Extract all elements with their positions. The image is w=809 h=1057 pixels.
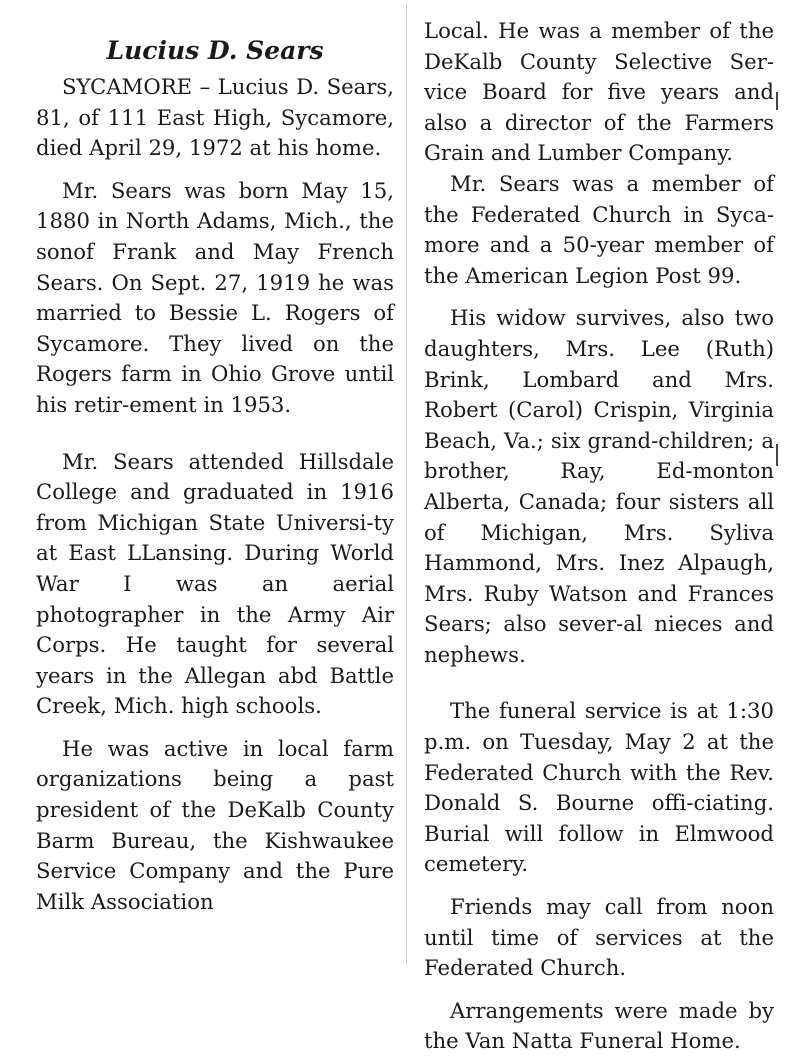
paragraph-survivors: His widow survives, also two daughters, Mrs. Lee (Ruth) Brink, Lombard and Mrs. Robert (Carol) Crispin, Virginia Beach, Va.; six grand-children; a brother, Ray, Ed-monton Alberta, Canada; four sisters all of Michigan, Mrs. Syliva Hammond, Mrs. Inez Alpaugh, Mrs. Ruby Watson and Frances Sears; also sever-al nieces and nephews. <box>424 305 774 667</box>
paragraph-funeral-service: The funeral service is at 1:30 p.m. on Tuesday, May 2 at the Federated Church with the Rev. Donald S. Bourne offi-ciating. Burial will follow in Elmwood cemetery. <box>424 698 774 877</box>
paragraph-education: Mr. Sears attended Hillsdale College and graduated in 1916 from Michigan State Universi-ty at East LLansing. During World War I was an aerial photographer in the Army Air Corps. He taught for several years in the Allegan abd Battle Creek, Mich. high schools. <box>36 448 394 719</box>
paragraph-activities-continued: Local. He was a member of the DeKalb County Selective Ser-vice Board for five years and also a director of the Farmers Grain and Lumber Company. <box>424 18 774 166</box>
left-column <box>36 34 394 917</box>
paragraph-death-notice: SYCAMORE – Lucius D. Sears, 81, of 111 East High, Sycamore, died April 29, 1972 at his home. <box>36 74 394 161</box>
right-column <box>424 16 774 1057</box>
obituary-headline: Lucius D. Sears <box>106 36 324 65</box>
paragraph-biography: Mr. Sears was born May 15, 1880 in North Adams, Mich., the sonof Frank and May French Sears. On Sept. 27, 1919 he was married to Bessie L. Rogers of Sycamore. They lived on the Rogers farm in Ohio Grove until his retir-ement in 1953. <box>36 177 394 417</box>
paragraph-activities: He was active in local farm organizations being a past president of the DeKalb County Barm Bureau, the Kishwaukee Service Company and the Pure Milk Association <box>36 735 394 914</box>
paragraph-visitation: Friends may call from noon until time of services at the Federated Church. <box>424 894 774 981</box>
paragraph-church: Mr. Sears was a member of the Federated Church in Syca-more and a 50-year member of the American Legion Post 99. <box>424 170 774 288</box>
clipping-edge-mark <box>776 444 778 466</box>
paragraph-arrangements: Arrangements were made by the Van Natta Funeral Home. <box>424 997 774 1054</box>
column-divider <box>406 4 407 964</box>
clipping-edge-mark <box>776 92 778 110</box>
